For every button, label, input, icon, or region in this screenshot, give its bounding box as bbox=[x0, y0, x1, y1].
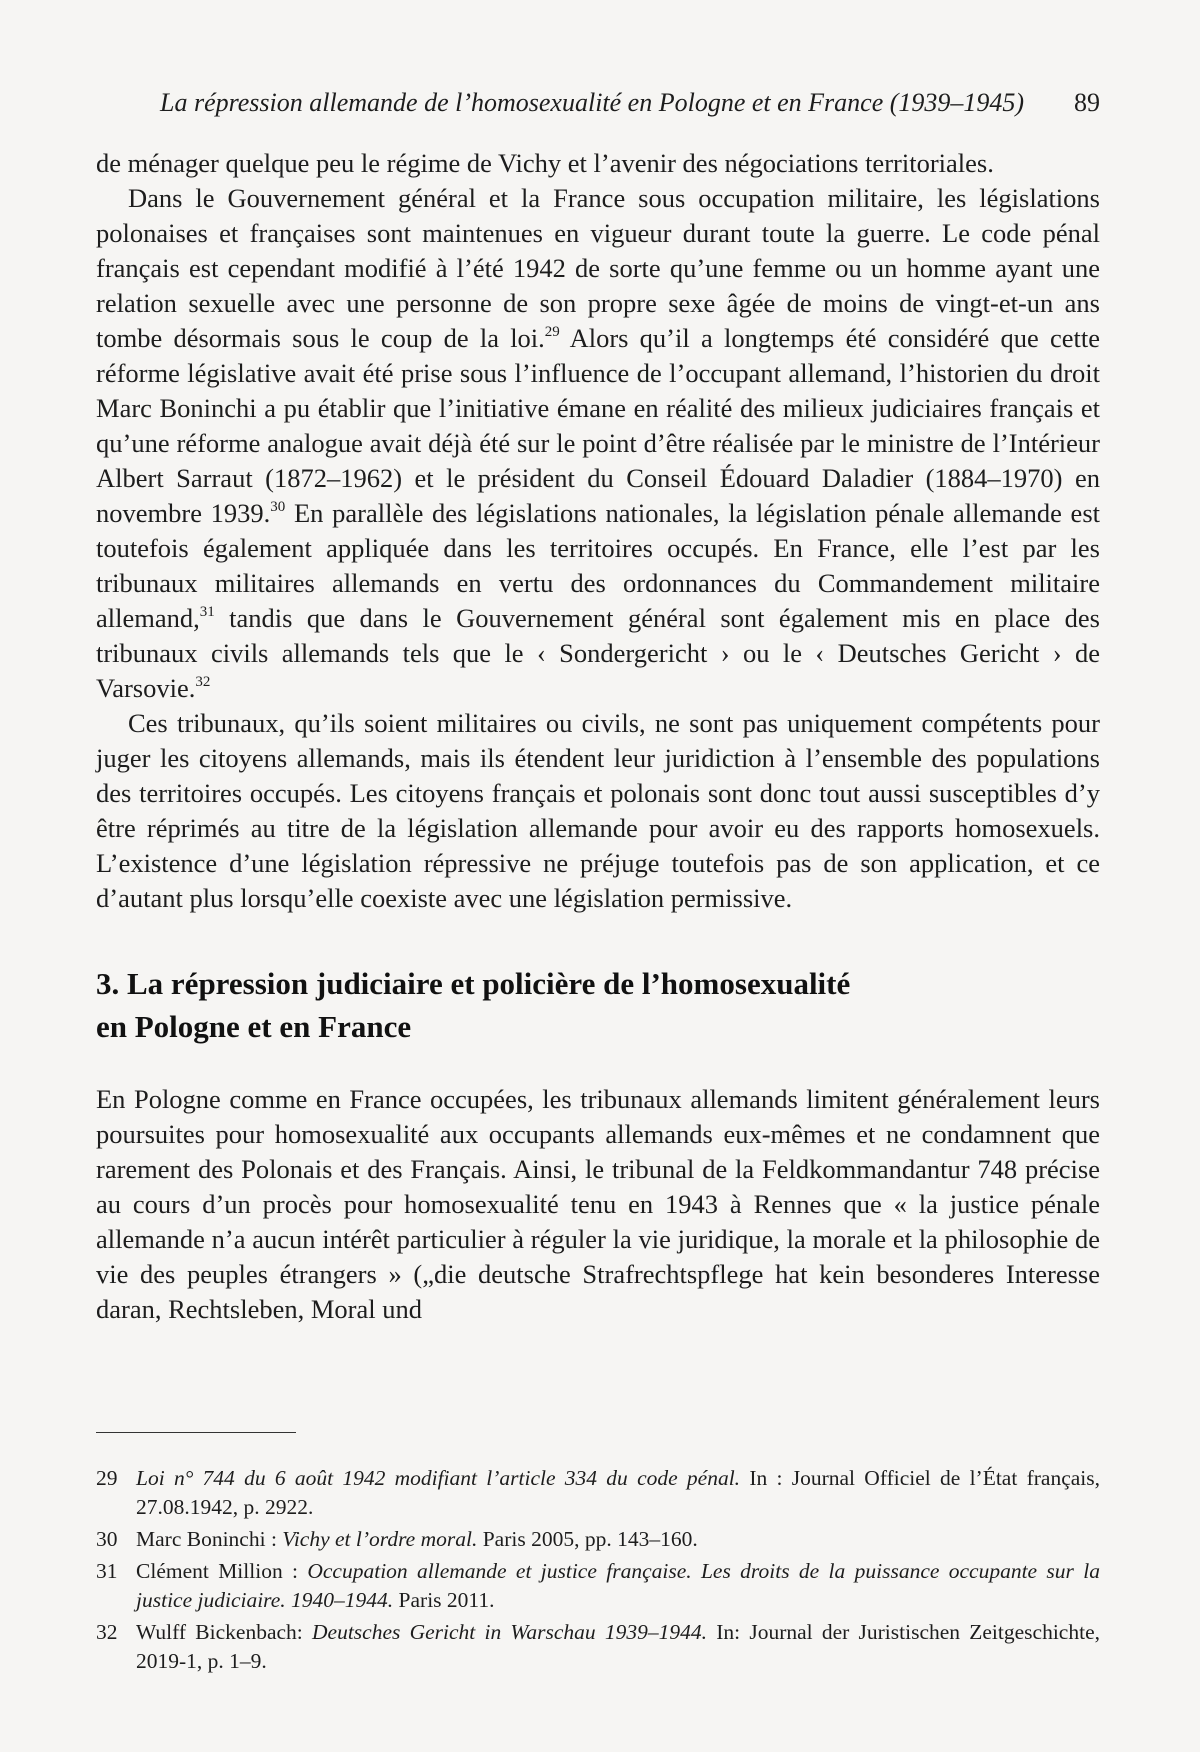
running-header bbox=[160, 88, 1100, 118]
paragraph-text: tandis que dans le Gouvernement général sont également mis en place des tribunaux civils allemands tels que le ‹ Sondergericht › ou le ‹ Deutsches Gericht › de Varsovie. bbox=[96, 603, 1100, 703]
footnote-ref-29[interactable]: 29 bbox=[544, 324, 560, 340]
body-text bbox=[96, 146, 1100, 1327]
footnote-source: Paris 2011. bbox=[393, 1588, 495, 1612]
footnote-author: Marc Boninchi : bbox=[136, 1527, 283, 1551]
page-number: 89 bbox=[1074, 88, 1100, 117]
footnote-number: 32 bbox=[96, 1620, 118, 1644]
footnote-text bbox=[136, 1557, 1100, 1615]
footnote bbox=[96, 1525, 1100, 1554]
paragraph-text: Alors qu’il a longtemps été considéré que cette réforme législative avait été prise sous l’influence de l’occupant allemand, l’historien du droit Marc Boninchi a pu établir que l’initiative émane en réalité des milieux judiciaires français et qu’une réforme analogue avait déjà été sur le point d’être réalisée par le ministre de l’Intérieur Albert Sarraut (1872–1962) et le président du Conseil Édouard Daladier (1884–1970) en novembre 1939. bbox=[96, 323, 1100, 528]
footnote-number: 29 bbox=[96, 1466, 118, 1490]
footnote-ref-30[interactable]: 30 bbox=[270, 499, 286, 515]
footnote-number: 31 bbox=[96, 1559, 118, 1583]
paragraph-legislation bbox=[96, 181, 1100, 706]
footnote-source: In : Journal Officiel de l’État français, 27.08.1942, p. 2922. bbox=[136, 1466, 1100, 1519]
footnote-author: Wulff Bickenbach: bbox=[136, 1620, 312, 1644]
running-title: La répression allemande de l’homosexualité en Pologne et en France (1939–1945) bbox=[160, 88, 1025, 117]
footnote-title: Occupation allemande et justice française. Les droits de la puissance occupante sur la justice judiciaire. 1940–1944. bbox=[136, 1559, 1100, 1612]
paragraph-text: Dans le Gouvernement général et la France sous occupation militaire, les législations polonaises et françaises sont maintenues en vigueur durant toute la guerre. Le code pénal français est cependant modifié à l’été 1942 de sorte qu’une femme ou un homme ayant une relation sexuelle avec une personne de son propre sexe âgée de moins de vingt-et-un ans tombe désormais sous le coup de la loi. bbox=[96, 183, 1100, 353]
section-heading-line: en Pologne et en France bbox=[96, 1009, 412, 1044]
paragraph-tribunals: Ces tribunaux, qu’ils soient militaires ou civils, ne sont pas uniquement compétents pour juger les citoyens allemands, mais ils étendent leur juridiction à l’ensemble des populations des territoires occupés. Les citoyens français et polonais sont donc tout aussi susceptibles d’y être réprimés au titre de la législation allemande pour avoir eu des rapports homosexuels. L’existence d’une législation répressive ne préjuge toutefois pas de son application, et ce d’autant plus lorsqu’elle coexiste avec une législation permissive. bbox=[96, 708, 1100, 913]
footnote-text bbox=[136, 1525, 1100, 1554]
footnote-ref-31[interactable]: 31 bbox=[199, 604, 215, 620]
footnote-text bbox=[136, 1618, 1100, 1676]
footnote-text bbox=[136, 1464, 1100, 1522]
footnote-number: 30 bbox=[96, 1527, 118, 1551]
footnote-title: Deutsches Gericht in Warschau 1939–1944. bbox=[312, 1620, 707, 1644]
footnote-author: Clément Million : bbox=[136, 1559, 308, 1583]
footnote bbox=[96, 1557, 1100, 1615]
footnote-title: Loi n° 744 du 6 août 1942 modifiant l’article 334 du code pénal. bbox=[136, 1466, 741, 1490]
footnote-ref-32[interactable]: 32 bbox=[195, 674, 211, 690]
footnote-title: Vichy et l’ordre moral. bbox=[282, 1527, 478, 1551]
footnote-separator bbox=[96, 1432, 296, 1433]
footnote-source: Paris 2005, pp. 143–160. bbox=[477, 1527, 698, 1551]
paragraph-repression: En Pologne comme en France occupées, les tribunaux allemands limitent généralement leurs poursuites pour homosexualité aux occupants allemands eux-mêmes et ne condamnent que rarement des Polonais et des Français. Ainsi, le tribunal de la Feldkommandantur 748 précise au cours d’un procès pour homosexualité tenu en 1943 à Rennes que « la justice pénale allemande n’a aucun intérêt particulier à réguler la vie juridique, la morale et la philosophie de vie des peuples étrangers » („die deutsche Strafrechtspflege hat kein besonderes Interesse daran, Rechtsleben, Moral und bbox=[96, 1084, 1100, 1324]
section-heading bbox=[96, 962, 1100, 1048]
paragraph-continued: de ménager quelque peu le régime de Vichy et l’avenir des négociations territoriales. bbox=[96, 148, 994, 178]
footnotes bbox=[96, 1464, 1100, 1679]
footnote bbox=[96, 1464, 1100, 1522]
footnote-source: In: Journal der Juristischen Zeitgeschichte, 2019-1, p. 1–9. bbox=[136, 1620, 1100, 1673]
footnote bbox=[96, 1618, 1100, 1676]
paragraph-text: En parallèle des législations nationales, la législation pénale allemande est toutefois également appliquée dans les territoires occupés. En France, elle l’est par les tribunaux militaires allemands en vertu des ordonnances du Commandement militaire allemand, bbox=[96, 498, 1100, 633]
section-heading-line: 3. La répression judiciaire et policière de l’homosexualité bbox=[96, 966, 851, 1001]
